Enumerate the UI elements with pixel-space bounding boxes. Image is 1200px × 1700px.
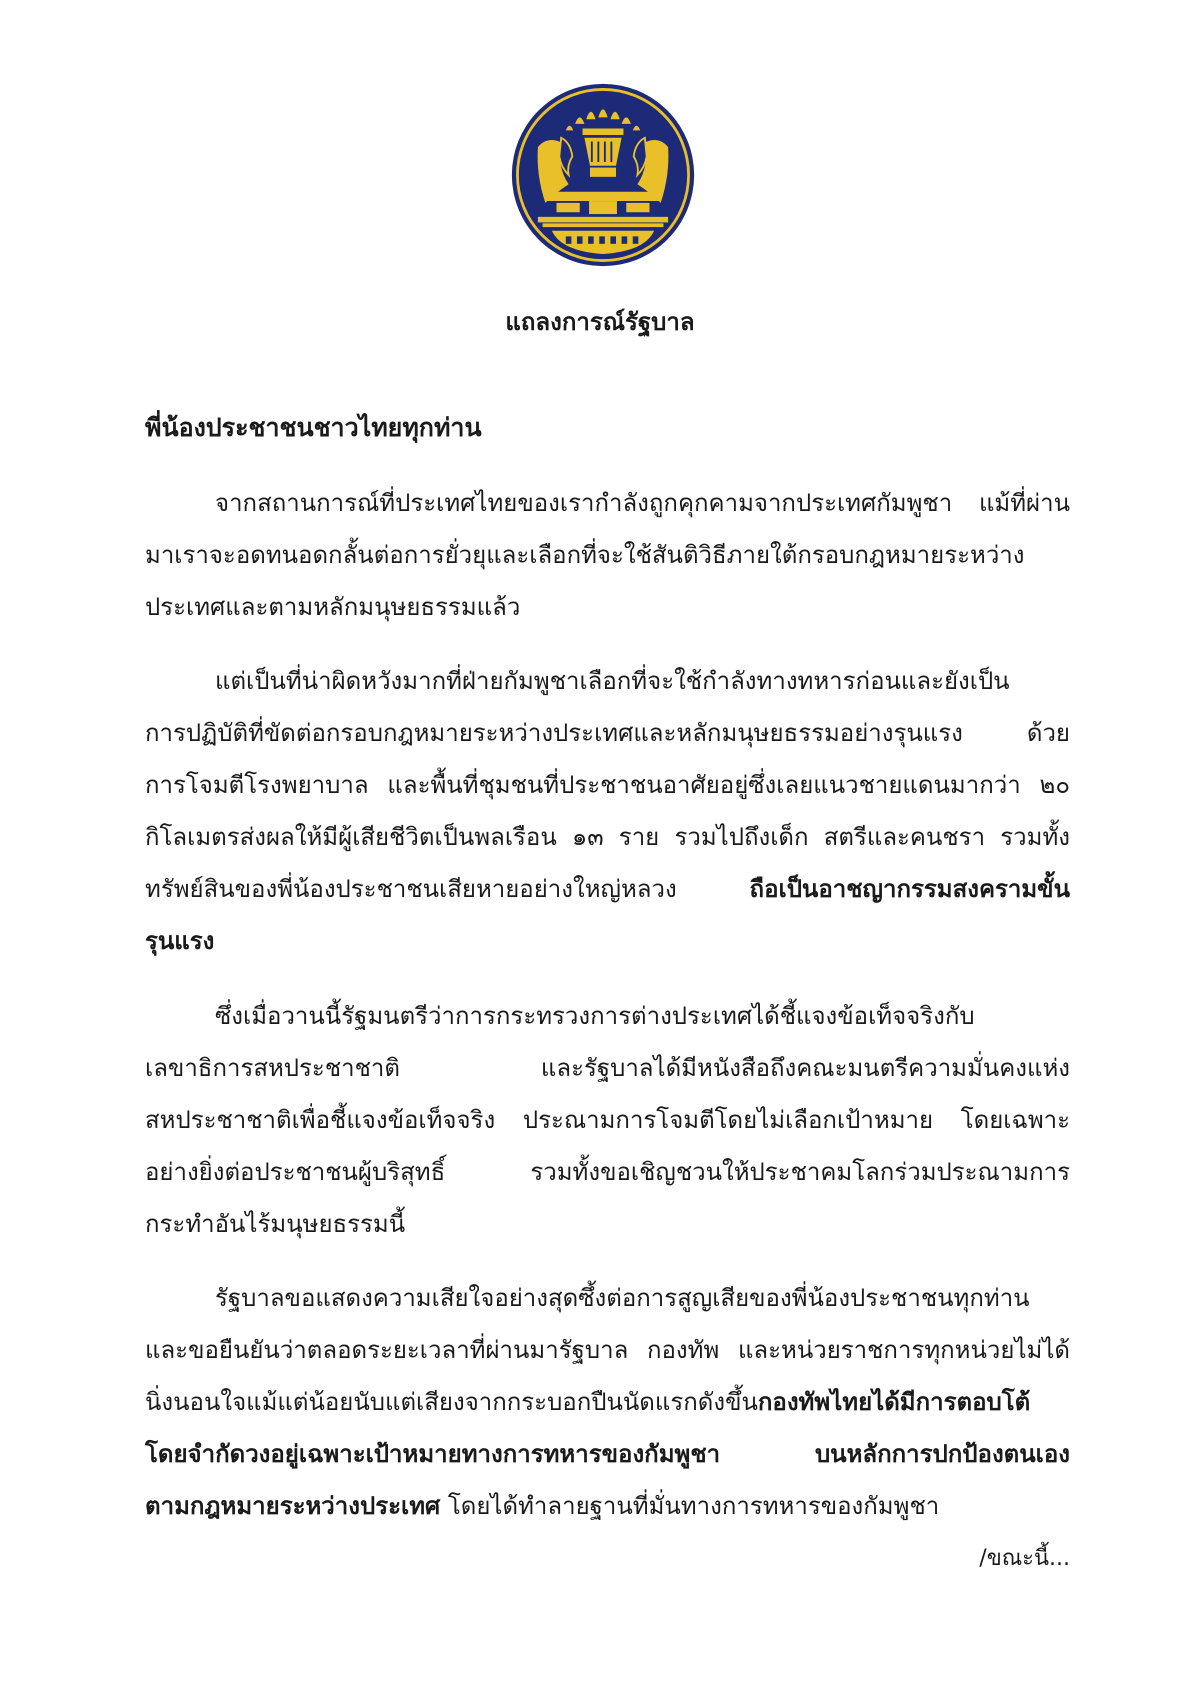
- text-run: ทรัพย์สินของพี่น้องประชาชนเสียหายอย่างใหญ่หลวง: [145, 875, 750, 903]
- paragraph-line: ประเทศและตามหลักมนุษยธรรมแล้ว: [145, 593, 521, 621]
- salutation: พี่น้องประชาชนชาวไทยทุกท่าน: [145, 413, 482, 442]
- paragraph-line: [145, 1480, 1070, 1532]
- paragraph-line: และขอยืนยันว่าตลอดระยะเวลาที่ผ่านมารัฐบาล กองทัพ และหน่วยราชการทุกหน่วยไม่ได้: [145, 1336, 1070, 1364]
- paragraph-line: เลขาธิการสหประชาชาติ และรัฐบาลได้มีหนังสือถึงคณะมนตรีความมั่นคงแห่ง: [145, 1054, 1070, 1082]
- paragraph-line: แต่เป็นที่น่าผิดหวังมากที่ฝ่ายกัมพูชาเลือกที่จะใช้กำลังทางทหารก่อนและยังเป็น: [215, 667, 1010, 695]
- text-run: นิ่งนอนใจแม้แต่น้อยนับแต่เสียงจากกระบอกปืนนัดแรกดังขึ้น: [145, 1388, 758, 1416]
- text-run: โดยได้ทำลายฐานที่มั่นทางการทหารของกัมพูชา: [440, 1492, 940, 1520]
- emphasis-text: โดยจำกัดวงอยู่เฉพาะเป้าหมายทางการทหารของกัมพูชา บนหลักการปกป้องตนเอง: [145, 1440, 1070, 1468]
- paragraph-line: ซึ่งเมื่อวานนี้รัฐมนตรีว่าการกระทรวงการต่างประเทศได้ชี้แจงข้อเท็จจริงกับ: [215, 1002, 975, 1030]
- emphasis-text: กองทัพไทยได้มีการตอบโต้: [757, 1388, 1031, 1416]
- paragraph-line: จากสถานการณ์ที่ประเทศไทยของเรากำลังถูกคุกคามจากประเทศกัมพูชา แม้ที่ผ่าน: [215, 489, 1070, 517]
- paragraph-line: อย่างยิ่งต่อประชาชนผู้บริสุทธิ์ รวมทั้งขอเชิญชวนให้ประชาคมโลกร่วมประณามการ: [145, 1158, 1070, 1186]
- emphasis-text: รุนแรง: [145, 927, 215, 955]
- paragraph-line: รัฐบาลขอแสดงความเสียใจอย่างสุดซึ้งต่อการสูญเสียของพี่น้องประชาชนทุกท่าน: [215, 1284, 1030, 1312]
- paragraph-4: [145, 1272, 1070, 1532]
- paragraph-line: มาเราจะอดทนอดกลั้นต่อการยั่วยุและเลือกที่จะใช้สันติวิธีภายใต้กรอบกฎหมายระหว่าง: [145, 541, 1025, 569]
- paragraph-2: [145, 655, 1070, 967]
- paragraph-line: กิโลเมตรส่งผลให้มีผู้เสียชีวิตเป็นพลเรือน ๑๓ ราย รวมไปถึงเด็ก สตรีและคนชรา รวมทั้ง: [145, 823, 1070, 851]
- emphasis-text: ตามกฎหมายระหว่างประเทศ: [145, 1492, 441, 1520]
- paragraph-line: สหประชาชาติเพื่อชี้แจงข้อเท็จจริง ประณามการโจมตีโดยไม่เลือกเป้าหมาย โดยเฉพาะ: [145, 1106, 1070, 1134]
- paragraph-line: [145, 1376, 1070, 1428]
- paragraph-line: การปฏิบัติที่ขัดต่อกรอบกฎหมายระหว่างประเทศและหลักมนุษยธรรมอย่างรุนแรง ด้วย: [145, 719, 1070, 747]
- paragraph-line: [145, 863, 1070, 915]
- paragraph-line: กระทำอันไร้มนุษยธรรมนี้: [145, 1210, 406, 1238]
- paragraph-line: การโจมตีโรงพยาบาล และพื้นที่ชุมชนที่ประชาชนอาศัยอยู่ซึ่งเลยแนวชายแดนมากว่า ๒๐: [145, 771, 1070, 799]
- continuation-marker: /ขณะนี้...: [979, 1546, 1070, 1571]
- emphasis-text: ถือเป็นอาชญากรรมสงครามขั้น: [749, 875, 1070, 903]
- document-title: แถลงการณ์รัฐบาล: [505, 308, 695, 336]
- government-seal-icon: [510, 82, 696, 268]
- paragraph-1: [145, 477, 1070, 633]
- paragraph-3: [145, 990, 1070, 1250]
